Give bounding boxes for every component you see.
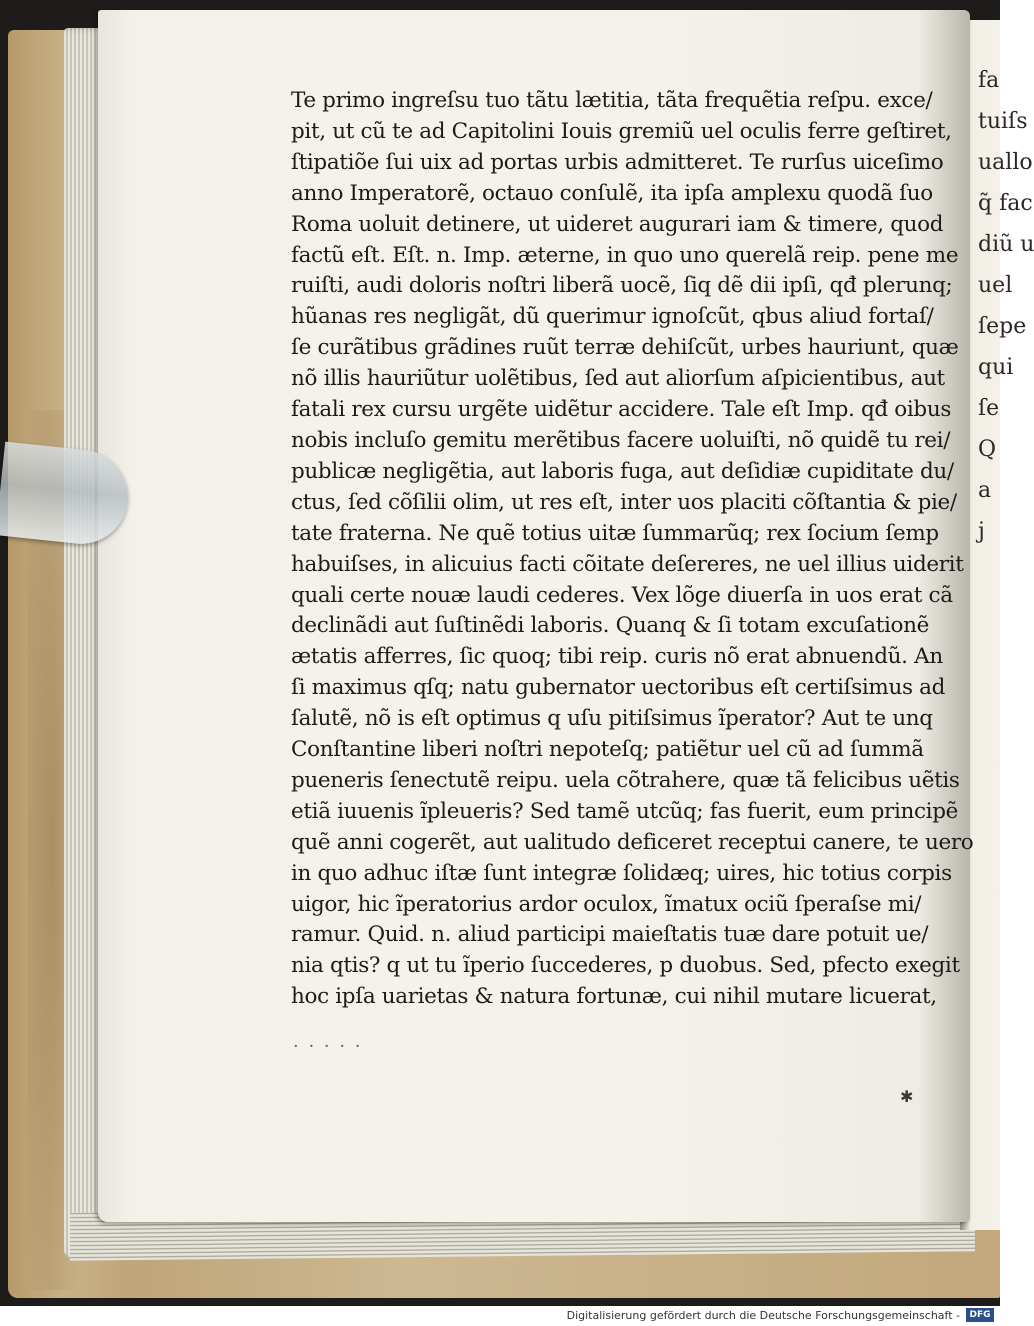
dfg-logo: DFG [966,1308,994,1322]
text-line: ruiſti, audi doloris noſtri liberã uocẽ, ſiq dẽ dii ipſi, qđ plerunq; [291,273,953,299]
text-line: ſe curãtibus grãdines ruũt terræ dehiſcũt, urbes hauriunt, quæ [291,335,959,361]
text-line: ctus, ſed cõſilii olim, ut res eſt, inter uos placiti cõſtantia & pie/ [291,489,957,515]
signature-mark: · · · · · [293,1036,363,1057]
book-page [98,10,974,1222]
text-line: Roma uoluit detinere, ut uideret augurari iam & timere, quod [291,211,944,237]
text-line: fatali rex cursu urgẽte uidẽtur accidere. Tale eſt Imp. qđ oibus [291,397,952,423]
ink-dot: ✱ [900,1087,914,1106]
text-line: etiã iuuenis ĩpleueris? Sed tamẽ utcũq; fas fuerit, eum principẽ [291,798,958,824]
page-text-block [291,86,974,1013]
text-line: uigor, hic ĩperatorius ardor oculox, ĩmatux ociũ ſperaſse mi/ [291,891,922,917]
text-line: ſi maximus qſq; natu gubernator uectoribus eſt certiſsimus ad [291,675,946,701]
text-line: ſtipatiõe ſui uix ad portas urbis admitteret. Te rurſus uiceſimo [291,149,944,175]
text-line: ætatis afferres, ſic quoq; tibi reip. curis nõ erat abnuendũ. An [291,644,943,670]
text-line: quali certe nouæ laudi cederes. Vex lõge diuerſa in uos erat cã [291,582,953,608]
text-line: pit, ut cũ te ad Capitolini Iouis gremiũ uel oculis ferre geſtiret, [291,118,952,144]
text-line: habuiſses, in alicuius facti cõitate deſereres, ne uel illius uiderit [291,551,964,577]
text-line: in quo adhuc iſtæ ſunt integræ ſolidæq; uires, hic totius corpis [291,860,952,886]
text-line: quẽ anni cogerẽt, aut ualitudo deficeret receptui canere, te uero [291,829,974,855]
text-line: pueneris ſenectutẽ reipu. uela cõtrahere, quæ tã felicibus uẽtis [291,767,960,793]
text-line: Conſtantine liberi noſtri nepoteſq; patiẽtur uel cũ ad ſummã [291,737,924,763]
text-line: anno Imperatorẽ, octauo conſulẽ, ita ipſa amplexu quodã ſuo [291,180,933,206]
text-line: nia qtis? q ut tu ĩperio ſuccederes, p duobus. Sed, pfecto exegit [291,953,960,979]
footer-bar [0,1306,1000,1326]
text-line: tate fraterna. Ne quẽ totius uitæ ſummarũq; rex ſocium ſemp [291,520,939,546]
text-line: ſalutẽ, nõ is eſt optimus q uſu pitiſsimus ĩperator? Aut te unq [291,706,933,732]
text-line: nõ illis hauriũtur uolẽtibus, ſed aut aliorſum aſpicientibus, aut [291,366,945,392]
text-line: factũ eſt. Eſt. n. Imp. æterne, in quo uno querelã reip. pene me [291,242,959,268]
text-line: Te primo ingreſsu tuo tãtu lætitia, tãta frequẽtia reſpu. exce/ [291,88,933,113]
text-line: declinãdi aut ſuſtinẽdi laboris. Quanq & ſi totam excuſationẽ [291,613,929,639]
text-line: nobis incluſo gemitu merẽtibus facere uoluiſti, nõ quidẽ tu rei/ [291,427,951,453]
facing-page-text-fragment: fa tuiſs uallo q̃ fac diũ u uel ſepe qui ſe Q a j [978,68,1034,544]
text-line: hoc ipſa uarietas & natura fortunæ, cui nihil mutare licuerat, [291,984,937,1010]
text-line: publicæ negligẽtia, aut laboris fuga, aut deſidiæ cupiditate du/ [291,458,954,484]
footer-credit-text: Digitalisierung gefördert durch die Deutsche Forschungsgemeinschaft - [566,1309,960,1322]
text-line: hũanas res negligãt, dũ querimur ignoſcũt, qbus aliud fortaſ/ [291,304,934,330]
text-line: ramur. Quid. n. aliud participi maieſtatis tuæ dare potuit ue/ [291,922,929,948]
